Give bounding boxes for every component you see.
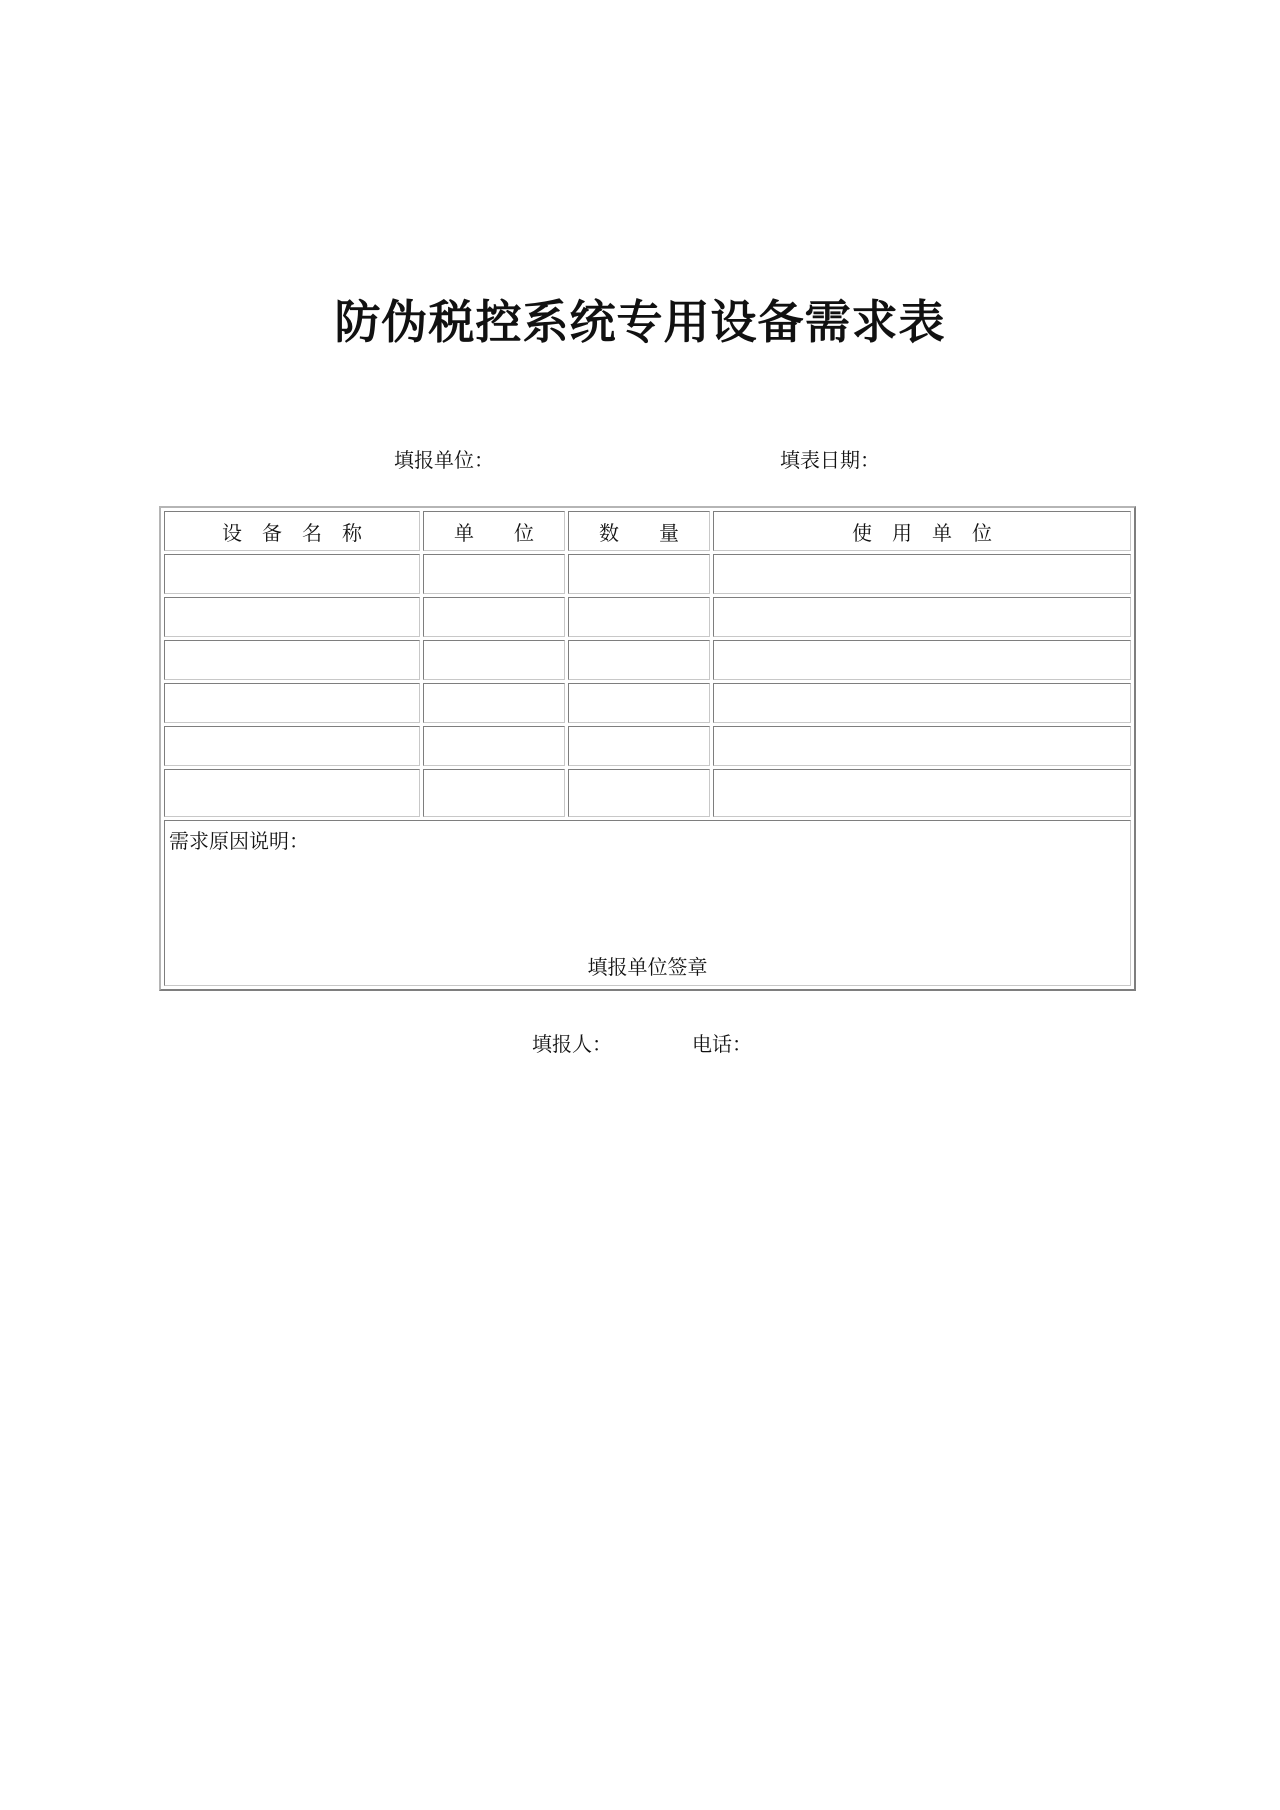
seal-label: 填报单位签章 bbox=[587, 955, 708, 979]
cell-equipment-name[interactable] bbox=[164, 769, 420, 817]
cell-quantity[interactable] bbox=[568, 554, 710, 594]
cell-using-unit[interactable] bbox=[713, 683, 1131, 723]
page-title: 防伪税控系统专用设备需求表 bbox=[334, 295, 946, 349]
reason-row bbox=[164, 820, 1131, 986]
filling-unit-label: 填报单位： bbox=[394, 448, 494, 472]
equipment-demand-table bbox=[159, 506, 1136, 991]
cell-equipment-name[interactable] bbox=[164, 683, 420, 723]
cell-using-unit[interactable] bbox=[713, 769, 1131, 817]
cell-quantity[interactable] bbox=[568, 640, 710, 680]
filling-date-label: 填表日期： bbox=[780, 448, 880, 472]
reason-cell[interactable] bbox=[164, 820, 1131, 986]
cell-equipment-name[interactable] bbox=[164, 554, 420, 594]
header-equipment-name: 设 备 名 称 bbox=[164, 511, 420, 551]
table-row bbox=[164, 597, 1131, 637]
filler-label: 填报人： bbox=[532, 1032, 612, 1056]
phone-label: 电话： bbox=[692, 1032, 752, 1056]
table-header-row bbox=[164, 511, 1131, 551]
reason-label: 需求原因说明： bbox=[169, 829, 309, 853]
cell-quantity[interactable] bbox=[568, 769, 710, 817]
cell-unit[interactable] bbox=[423, 597, 565, 637]
cell-using-unit[interactable] bbox=[713, 597, 1131, 637]
table-row bbox=[164, 726, 1131, 766]
cell-equipment-name[interactable] bbox=[164, 726, 420, 766]
cell-quantity[interactable] bbox=[568, 597, 710, 637]
cell-quantity[interactable] bbox=[568, 683, 710, 723]
table-row bbox=[164, 683, 1131, 723]
cell-unit[interactable] bbox=[423, 726, 565, 766]
table-row bbox=[164, 640, 1131, 680]
cell-unit[interactable] bbox=[423, 554, 565, 594]
cell-using-unit[interactable] bbox=[713, 554, 1131, 594]
cell-unit[interactable] bbox=[423, 683, 565, 723]
cell-using-unit[interactable] bbox=[713, 640, 1131, 680]
header-quantity: 数 量 bbox=[568, 511, 710, 551]
header-using-unit: 使 用 单 位 bbox=[713, 511, 1131, 551]
cell-using-unit[interactable] bbox=[713, 726, 1131, 766]
header-unit: 单 位 bbox=[423, 511, 565, 551]
cell-equipment-name[interactable] bbox=[164, 597, 420, 637]
cell-equipment-name[interactable] bbox=[164, 640, 420, 680]
cell-unit[interactable] bbox=[423, 640, 565, 680]
cell-unit[interactable] bbox=[423, 769, 565, 817]
table-row bbox=[164, 554, 1131, 594]
cell-quantity[interactable] bbox=[568, 726, 710, 766]
table-row bbox=[164, 769, 1131, 817]
